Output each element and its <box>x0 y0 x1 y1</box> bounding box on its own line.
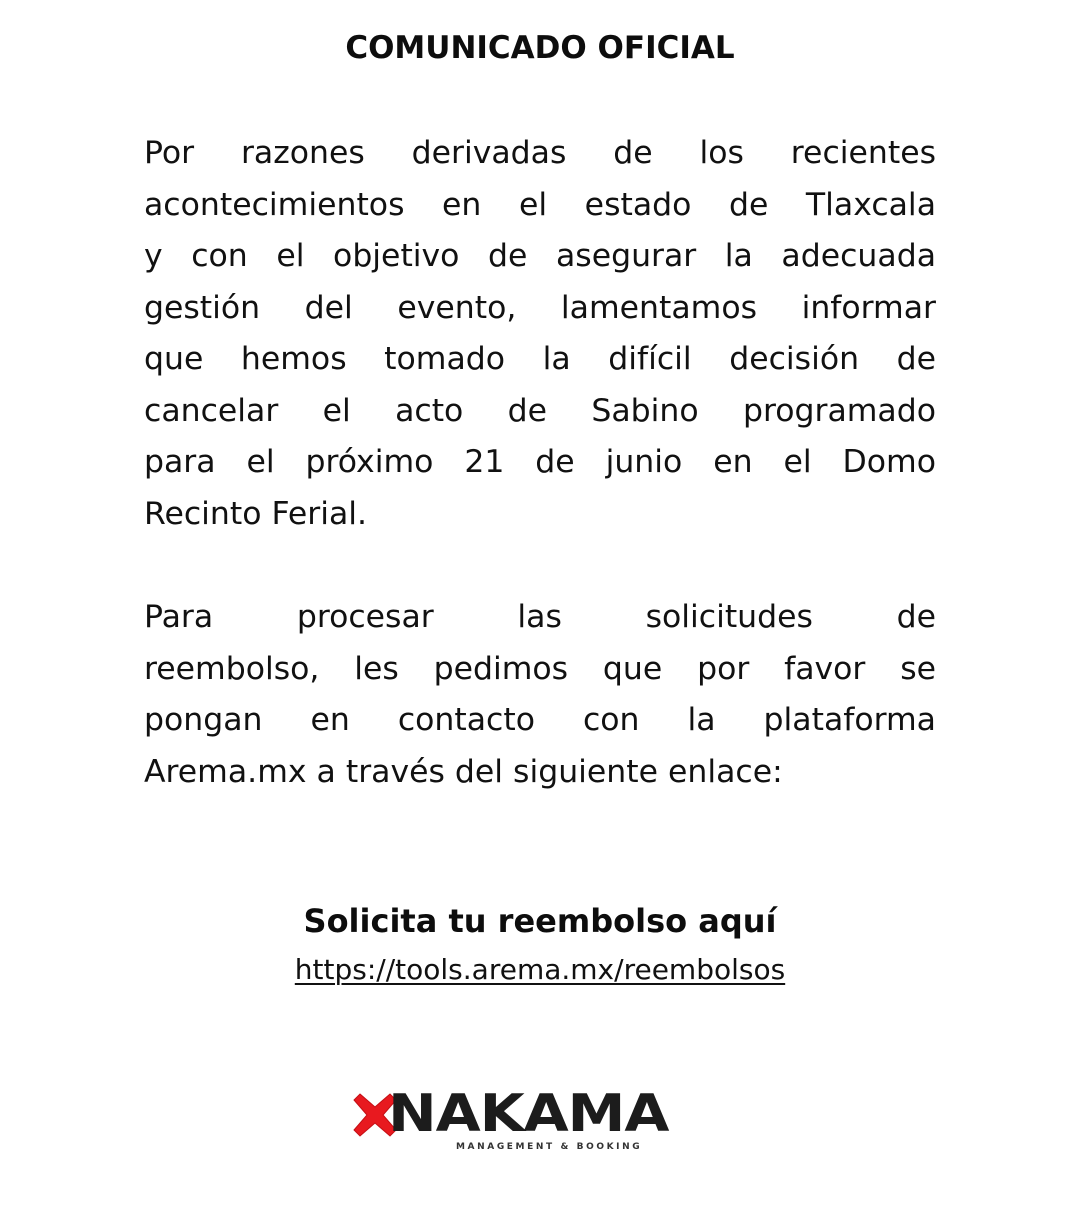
nakama-logo <box>352 1084 728 1154</box>
logo-wordmark: NAKAMA <box>388 1084 669 1144</box>
logo-tagline: MANAGEMENT & BOOKING <box>456 1142 643 1152</box>
paragraph-line: que hemos tomado la difícil decisión de <box>144 341 936 377</box>
refund-link[interactable]: https://tools.arema.mx/reembolsos <box>294 953 786 986</box>
paragraph-line: y con el objetivo de asegurar la adecuada <box>144 238 936 274</box>
paragraph-line: Por razones derivadas de los recientes <box>144 135 936 171</box>
paragraph-line: gestión del evento, lamentamos informar <box>144 289 936 326</box>
paragraph-line: acontecimientos en el estado de Tlaxcala <box>144 186 936 223</box>
paragraph-line: reembolso, les pedimos que por favor se <box>144 650 936 687</box>
paragraph-line: pongan en contacto con la plataforma <box>144 702 936 738</box>
page-title: COMUNICADO OFICIAL <box>345 30 735 66</box>
paragraph-line: Para procesar las solicitudes de <box>144 599 936 635</box>
paragraph-line: para el próximo 21 de junio en el Domo <box>144 444 936 480</box>
cancellation-paragraph <box>144 128 936 540</box>
paragraph-line: cancelar el acto de Sabino programado <box>144 392 936 429</box>
refund-cta-heading: Solicita tu reembolso aquí <box>303 902 777 940</box>
paragraph-line: Arema.mx a través del siguiente enlace: <box>144 753 783 790</box>
refund-instructions-paragraph <box>144 592 936 798</box>
paragraph-line: Recinto Ferial. <box>144 495 368 532</box>
